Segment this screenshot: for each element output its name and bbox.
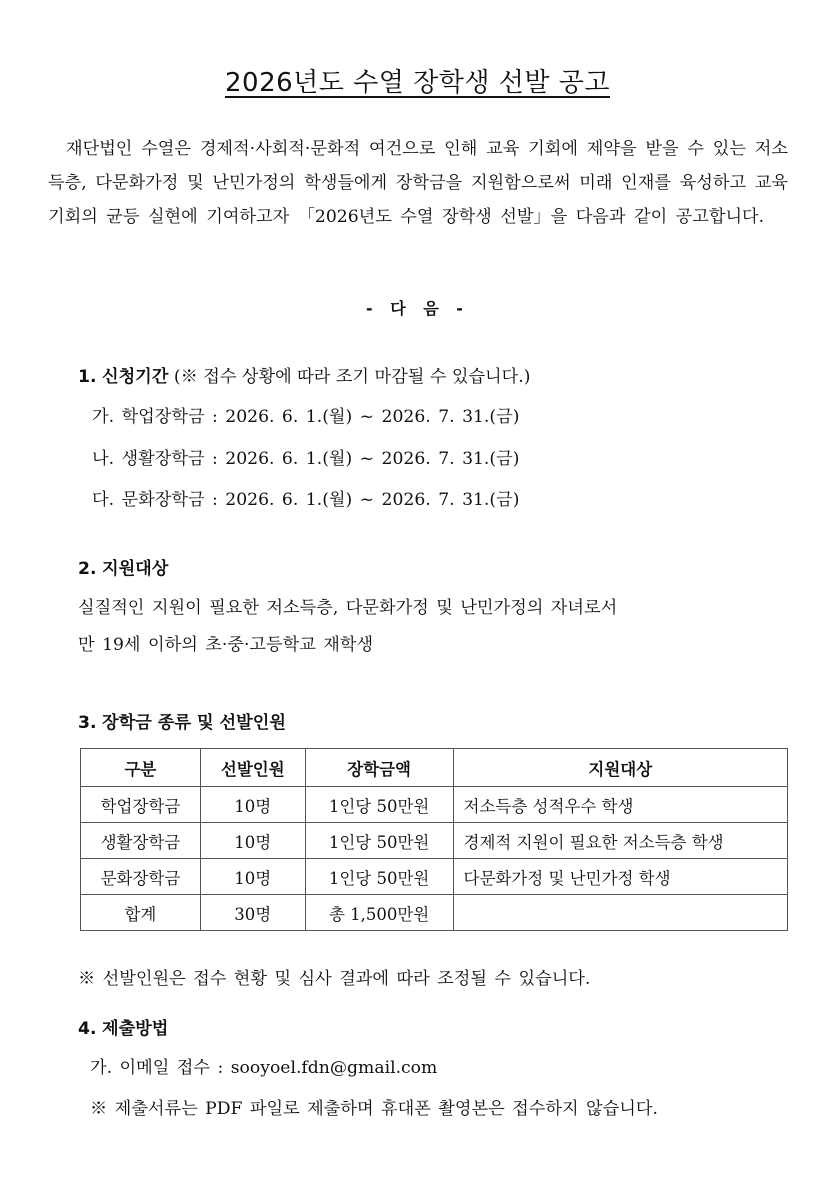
section-divider-heading: - 다 음 - [366, 299, 469, 318]
table-cell: 총 1,500만원 [305, 895, 453, 931]
section-period-heading [78, 362, 530, 387]
section-target-heading [78, 554, 168, 579]
section-types-heading [78, 708, 286, 733]
table-cell: 문화장학금 [81, 859, 201, 895]
table-header-cell: 지원대상 [453, 749, 787, 787]
table-cell: 합계 [81, 895, 201, 931]
period-item-academic: 가. 학업장학금 : 2026. 6. 1.(월) ~ 2026. 7. 31.(금) [92, 407, 520, 427]
intro-paragraph: 재단법인 수열은 경제적·사회적·문화적 여건으로 인해 교육 기회에 제약을 받을 수 있는 저소득층, 다문화가정 및 난민가정의 학생들에게 장학금을 지원함으로써 미래 인재를 육성하고 교육 기회의 균등 실현에 기여하고자 「2026년도 수열 장학생 선발」을 다음과 같이 공고합니다. [48, 139, 788, 227]
submit-note-line: ※ 제출서류는 PDF 파일로 제출하며 휴대폰 촬영본은 접수하지 않습니다. [90, 1099, 658, 1119]
table-cell: 다문화가정 및 난민가정 학생 [453, 859, 787, 895]
submit-email-line: 가. 이메일 접수 : sooyoel.fdn@gmail.com [90, 1058, 438, 1078]
section-note: (※ 접수 상황에 따라 조기 마감될 수 있습니다.) [173, 367, 531, 387]
table-cell: 10명 [200, 787, 305, 823]
table-cell: 생활장학금 [81, 823, 201, 859]
table-row [81, 823, 788, 859]
period-item-living: 나. 생활장학금 : 2026. 6. 1.(월) ~ 2026. 7. 31.(금) [92, 449, 520, 469]
page-title: 2026년도 수열 장학생 선발 공고 [224, 68, 610, 98]
section-label: 제출방법 [101, 1019, 169, 1039]
period-item-culture: 다. 문화장학금 : 2026. 6. 1.(월) ~ 2026. 7. 31.(금) [92, 490, 520, 510]
table-row-total [81, 895, 788, 931]
section-number: 4. [78, 1019, 97, 1039]
section-number: 3. [78, 713, 97, 733]
table-header-cell: 선발인원 [200, 749, 305, 787]
table-row [81, 787, 788, 823]
table-cell: 10명 [200, 859, 305, 895]
table-header-cell: 장학금액 [305, 749, 453, 787]
target-line: 실질적인 지원이 필요한 저소득층, 다문화가정 및 난민가정의 자녀로서 [78, 598, 618, 618]
table-cell: 1인당 50만원 [305, 859, 453, 895]
target-line: 만 19세 이하의 초·중·고등학교 재학생 [78, 635, 374, 655]
table-cell: 1인당 50만원 [305, 823, 453, 859]
table-cell: 저소득층 성적우수 학생 [453, 787, 787, 823]
table-cell [453, 895, 787, 931]
scholarship-table [80, 748, 788, 931]
table-cell: 경제적 지원이 필요한 저소득층 학생 [453, 823, 787, 859]
table-cell: 10명 [200, 823, 305, 859]
section-number: 2. [78, 559, 97, 579]
table-cell: 30명 [200, 895, 305, 931]
table-row [81, 859, 788, 895]
table-header-row [81, 749, 788, 787]
section-label: 신청기간 [101, 367, 169, 387]
section-number: 1. [78, 367, 97, 387]
table-cell: 1인당 50만원 [305, 787, 453, 823]
types-note: ※ 선발인원은 접수 현황 및 심사 결과에 따라 조정될 수 있습니다. [78, 969, 591, 989]
section-label: 지원대상 [101, 559, 169, 579]
table-header-cell: 구분 [81, 749, 201, 787]
table-cell: 학업장학금 [81, 787, 201, 823]
section-label: 장학금 종류 및 선발인원 [101, 713, 286, 733]
section-submit-heading [78, 1014, 168, 1039]
